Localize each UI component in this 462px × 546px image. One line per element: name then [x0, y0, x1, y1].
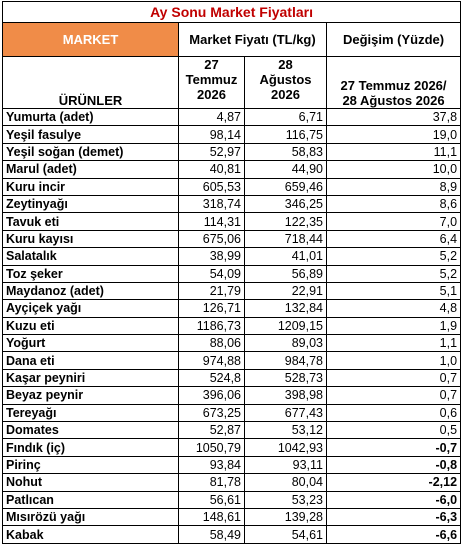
change-cell: 6,4	[327, 230, 461, 247]
price-date1-cell: 98,14	[179, 126, 245, 143]
date1-month: Temmuz	[185, 72, 238, 87]
product-name-cell: Kuru kayısı	[3, 230, 179, 247]
product-name-cell: Kaşar peyniri	[3, 369, 179, 386]
change-cell: 5,2	[327, 265, 461, 282]
price-date1-cell: 38,99	[179, 248, 245, 265]
price-date1-cell: 675,06	[179, 230, 245, 247]
price-date1-cell: 148,61	[179, 508, 245, 525]
table-row	[3, 230, 461, 247]
price-date2-cell: 53,12	[245, 422, 327, 439]
price-date1-cell: 4,87	[179, 109, 245, 126]
price-date2-cell: 54,61	[245, 526, 327, 543]
change-cell: 5,2	[327, 248, 461, 265]
change-cell: 11,1	[327, 143, 461, 160]
price-date2-cell: 58,83	[245, 143, 327, 160]
price-date2-cell: 41,01	[245, 248, 327, 265]
change-cell: 0,7	[327, 387, 461, 404]
price-date2-cell: 528,73	[245, 369, 327, 386]
price-date1-cell: 524,8	[179, 369, 245, 386]
price-date2-cell: 53,23	[245, 491, 327, 508]
price-date2-cell: 659,46	[245, 178, 327, 195]
change-cell: -0,8	[327, 456, 461, 473]
date2-year: 2026	[271, 87, 300, 102]
product-name-cell: Yeşil fasulye	[3, 126, 179, 143]
product-name-cell: Yumurta (adet)	[3, 109, 179, 126]
product-name-cell: Toz şeker	[3, 265, 179, 282]
price-date1-cell: 81,78	[179, 474, 245, 491]
table-row	[3, 126, 461, 143]
change-cell: 1,1	[327, 335, 461, 352]
table-row	[3, 248, 461, 265]
table-row	[3, 369, 461, 386]
price-date1-cell: 318,74	[179, 195, 245, 212]
price-date2-cell: 80,04	[245, 474, 327, 491]
product-name-cell: Zeytinyağı	[3, 195, 179, 212]
table-row	[3, 317, 461, 334]
table-row	[3, 195, 461, 212]
product-name-cell: Dana eti	[3, 352, 179, 369]
price-date1-cell: 1186,73	[179, 317, 245, 334]
price-date1-cell: 54,09	[179, 265, 245, 282]
change-cell: -0,7	[327, 439, 461, 456]
product-name-cell: Nohut	[3, 474, 179, 491]
price-date2-cell: 398,98	[245, 387, 327, 404]
price-date2-cell: 89,03	[245, 335, 327, 352]
price-date2-cell: 22,91	[245, 282, 327, 299]
table-row	[3, 508, 461, 525]
product-name-cell: Patlıcan	[3, 491, 179, 508]
product-name-cell: Maydanoz (adet)	[3, 282, 179, 299]
price-date1-cell: 974,88	[179, 352, 245, 369]
price-date2-cell: 346,25	[245, 195, 327, 212]
price-date1-cell: 52,97	[179, 143, 245, 160]
change-cell: -6,6	[327, 526, 461, 543]
market-header: MARKET	[3, 23, 179, 57]
price-date1-cell: 1050,79	[179, 439, 245, 456]
products-header: ÜRÜNLER	[3, 57, 179, 109]
change-cell: 4,8	[327, 300, 461, 317]
table-row	[3, 474, 461, 491]
price-date1-cell: 40,81	[179, 161, 245, 178]
price-date1-cell: 114,31	[179, 213, 245, 230]
table-row	[3, 439, 461, 456]
table-row	[3, 161, 461, 178]
price-date1-cell: 605,53	[179, 178, 245, 195]
price-date2-cell: 116,75	[245, 126, 327, 143]
product-name-cell: Pirinç	[3, 456, 179, 473]
product-name-cell: Kuzu eti	[3, 317, 179, 334]
table-title: Ay Sonu Market Fiyatları	[3, 2, 461, 23]
product-name-cell: Yoğurt	[3, 335, 179, 352]
change-cell: 19,0	[327, 126, 461, 143]
price-date2-cell: 93,11	[245, 456, 327, 473]
table-row	[3, 422, 461, 439]
price-date2-cell: 718,44	[245, 230, 327, 247]
change-group-header: Değişim (Yüzde)	[327, 23, 461, 57]
table-row	[3, 526, 461, 543]
product-name-cell: Kuru incir	[3, 178, 179, 195]
change-cell: 0,7	[327, 369, 461, 386]
table-row	[3, 265, 461, 282]
product-name-cell: Domates	[3, 422, 179, 439]
date2-day: 28	[278, 57, 293, 72]
change-cell: 1,0	[327, 352, 461, 369]
change-cell: 37,8	[327, 109, 461, 126]
change-cell: -6,0	[327, 491, 461, 508]
change-cell: 0,5	[327, 422, 461, 439]
change-period-line2: 28 Ağustos 2026	[342, 93, 445, 108]
change-cell: 8,6	[327, 195, 461, 212]
table-row	[3, 143, 461, 160]
market-price-table	[2, 1, 461, 544]
price-date2-cell: 677,43	[245, 404, 327, 421]
change-period-line1: 27 Temmuz 2026/	[340, 78, 447, 93]
table-row	[3, 213, 461, 230]
price-date2-cell: 1042,93	[245, 439, 327, 456]
change-cell: -6,3	[327, 508, 461, 525]
date1-header	[179, 57, 245, 109]
table-row	[3, 335, 461, 352]
change-cell: 7,0	[327, 213, 461, 230]
price-date2-cell: 44,90	[245, 161, 327, 178]
price-date2-cell: 984,78	[245, 352, 327, 369]
price-date1-cell: 673,25	[179, 404, 245, 421]
change-period-header	[327, 57, 461, 109]
date1-day: 27	[204, 57, 219, 72]
price-date1-cell: 396,06	[179, 387, 245, 404]
product-name-cell: Fındık (iç)	[3, 439, 179, 456]
price-date2-cell: 56,89	[245, 265, 327, 282]
table-row	[3, 352, 461, 369]
date2-month: Ağustos	[259, 72, 312, 87]
price-date1-cell: 126,71	[179, 300, 245, 317]
date1-year: 2026	[197, 87, 226, 102]
table-row	[3, 282, 461, 299]
table-row	[3, 300, 461, 317]
change-cell: 10,0	[327, 161, 461, 178]
table-row	[3, 404, 461, 421]
price-date1-cell: 56,61	[179, 491, 245, 508]
price-date2-cell: 132,84	[245, 300, 327, 317]
change-cell: 0,6	[327, 404, 461, 421]
price-date1-cell: 88,06	[179, 335, 245, 352]
table-row	[3, 456, 461, 473]
price-date1-cell: 21,79	[179, 282, 245, 299]
change-cell: 8,9	[327, 178, 461, 195]
price-date2-cell: 122,35	[245, 213, 327, 230]
product-name-cell: Mısırözü yağı	[3, 508, 179, 525]
change-cell: -2,12	[327, 474, 461, 491]
product-name-cell: Kabak	[3, 526, 179, 543]
price-date2-cell: 1209,15	[245, 317, 327, 334]
table-row	[3, 178, 461, 195]
product-name-cell: Tereyağı	[3, 404, 179, 421]
price-date1-cell: 93,84	[179, 456, 245, 473]
change-cell: 1,9	[327, 317, 461, 334]
price-date2-cell: 6,71	[245, 109, 327, 126]
product-name-cell: Beyaz peynir	[3, 387, 179, 404]
date2-header	[245, 57, 327, 109]
product-name-cell: Salatalık	[3, 248, 179, 265]
product-name-cell: Marul (adet)	[3, 161, 179, 178]
table-row	[3, 491, 461, 508]
product-name-cell: Yeşil soğan (demet)	[3, 143, 179, 160]
price-group-header: Market Fiyatı (TL/kg)	[179, 23, 327, 57]
product-name-cell: Tavuk eti	[3, 213, 179, 230]
table-row	[3, 387, 461, 404]
change-cell: 5,1	[327, 282, 461, 299]
price-date1-cell: 58,49	[179, 526, 245, 543]
product-name-cell: Ayçiçek yağı	[3, 300, 179, 317]
table-row	[3, 109, 461, 126]
price-date1-cell: 52,87	[179, 422, 245, 439]
price-date2-cell: 139,28	[245, 508, 327, 525]
